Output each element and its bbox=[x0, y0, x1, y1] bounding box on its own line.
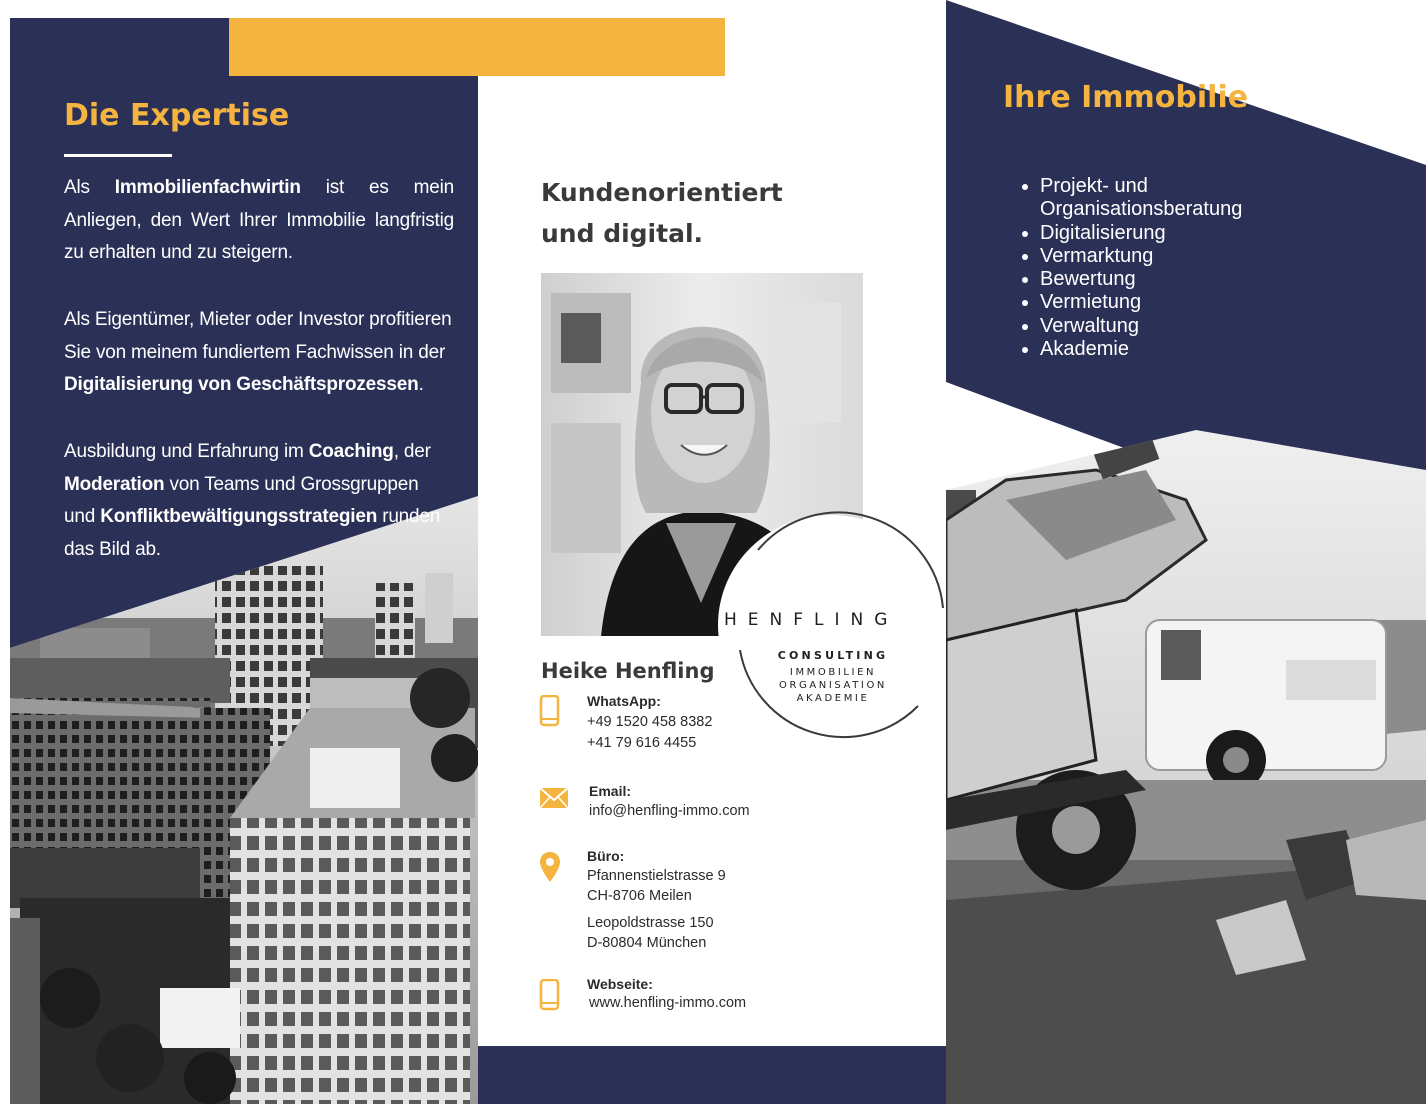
bottom-accent-bar bbox=[478, 1046, 946, 1104]
left-title: Die Expertise bbox=[64, 98, 290, 133]
office1-street: Pfannenstielstrasse 9 bbox=[587, 868, 726, 884]
location-pin-icon bbox=[539, 851, 561, 883]
right-panel bbox=[946, 0, 1426, 1104]
headline-line-1: Kundenorientiert bbox=[541, 178, 783, 207]
expertise-paragraph-3: Ausbildung und Erfahrung im Coaching, der Moderation von Teams und Grossgruppen und Konfliktbewältigungsstrategien runden das Bild ab. bbox=[64, 441, 441, 560]
email-link[interactable]: info@henfling-immo.com bbox=[589, 803, 750, 819]
email-label: Email: bbox=[589, 783, 632, 799]
list-item: Projekt- und bbox=[1020, 175, 1242, 198]
whatsapp-number-1[interactable]: +49 1520 458 8382 bbox=[587, 714, 713, 730]
list-item: Digitalisierung bbox=[1020, 222, 1242, 245]
list-item: Bewertung bbox=[1020, 268, 1242, 291]
envelope-icon bbox=[539, 787, 569, 809]
office-label: Büro: bbox=[587, 848, 625, 864]
office1-city: CH-8706 Meilen bbox=[587, 888, 692, 904]
whatsapp-number-2[interactable]: +41 79 616 4455 bbox=[587, 735, 697, 751]
right-title: Ihre Immobilie bbox=[1003, 80, 1249, 115]
logo-line-akademie: AKADEMIE bbox=[796, 693, 870, 704]
expertise-paragraph-2: Als Eigentümer, Mieter oder Investor profitieren Sie von meinem fundiertem Fachwissen in der Digitalisierung von Geschäftsprozessen. bbox=[64, 309, 452, 395]
phone-icon bbox=[539, 695, 561, 727]
website-link[interactable]: www.henfling-immo.com bbox=[589, 995, 747, 1011]
list-item: Verwaltung bbox=[1020, 315, 1242, 338]
list-item: Vermietung bbox=[1020, 291, 1242, 314]
office2-street: Leopoldstrasse 150 bbox=[587, 915, 714, 931]
construction-site-photo bbox=[946, 0, 1426, 1104]
left-panel bbox=[10, 18, 478, 1104]
phone-icon bbox=[539, 979, 561, 1011]
top-accent-bar bbox=[229, 18, 725, 76]
title-underline bbox=[64, 154, 172, 157]
office2-city: D-80804 München bbox=[587, 935, 707, 951]
logo-consulting: CONSULTING bbox=[777, 649, 889, 662]
list-item: Organisationsberatung bbox=[1040, 198, 1243, 221]
website-label: Webseite: bbox=[587, 976, 653, 992]
list-item: Vermarktung bbox=[1020, 245, 1242, 268]
center-headline bbox=[541, 172, 841, 254]
logo-line-organisation: ORGANISATION bbox=[778, 680, 888, 691]
logo-wordmark: HENFLING bbox=[724, 610, 899, 630]
headline-line-2: und digital. bbox=[541, 219, 704, 248]
list-item: Akademie bbox=[1020, 338, 1242, 361]
logo-line-immobilien: IMMOBILIEN bbox=[789, 667, 877, 678]
expertise-paragraph-1: Als Immobilienfachwirtin ist es mein Anliegen, den Wert Ihrer Immobilie langfristig zu erhalten und zu steigern. bbox=[64, 177, 455, 263]
contact-name: Heike Henfling bbox=[541, 659, 715, 683]
services-list bbox=[1020, 175, 1242, 361]
whatsapp-label: WhatsApp: bbox=[587, 693, 661, 709]
